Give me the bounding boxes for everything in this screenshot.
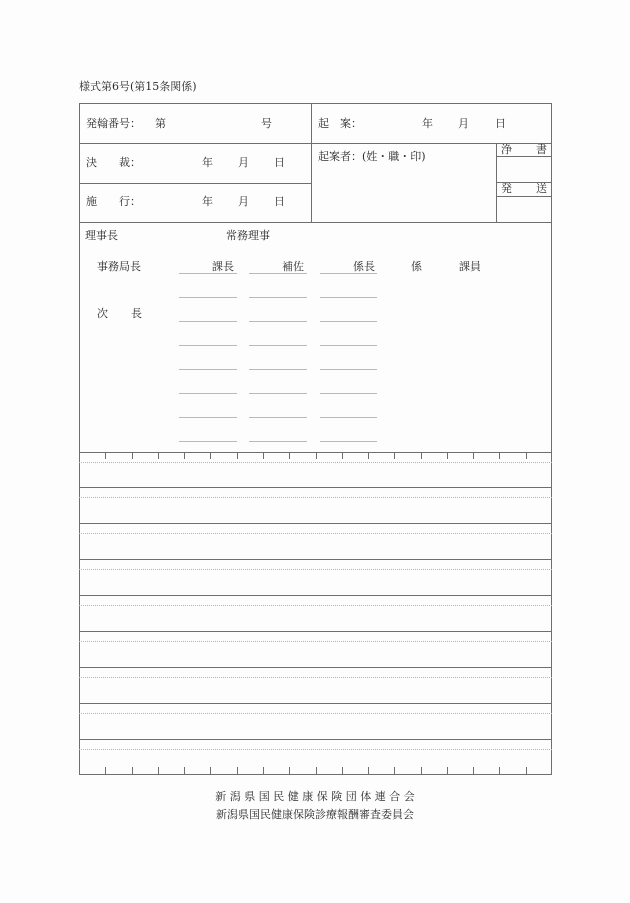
ruled-line: [79, 703, 552, 704]
tick-mark: [210, 452, 211, 459]
signature-line: [249, 345, 307, 346]
tick-mark: [368, 767, 369, 774]
decision-month: 月: [238, 156, 249, 169]
guide-line: [79, 533, 552, 534]
signature-line: [179, 273, 237, 274]
ruled-line: [79, 559, 552, 560]
tick-mark: [132, 767, 133, 774]
tick-mark: [210, 767, 211, 774]
tick-mark: [263, 452, 264, 459]
deputy-label-a: 次: [97, 307, 108, 320]
enforcement-year: 年: [202, 195, 213, 208]
draft-label: 起 案：: [318, 117, 362, 130]
enforcement-label-b: 行：: [119, 195, 141, 208]
guide-line: [79, 605, 552, 606]
footer-committee-name: 新潟県国民健康保険診療報酬審査委員会: [216, 808, 414, 821]
header-divider: [311, 103, 312, 223]
chairman-label: 理事長: [85, 229, 118, 242]
executive-director-label: 常務理事: [226, 229, 270, 242]
tick-mark: [316, 767, 317, 774]
draft-year: 年: [422, 117, 433, 130]
tick-mark: [526, 452, 527, 459]
guide-line: [79, 641, 552, 642]
tick-mark: [342, 767, 343, 774]
tick-mark: [394, 452, 395, 459]
tick-mark: [394, 767, 395, 774]
enforcement-month: 月: [238, 195, 249, 208]
footer-org-name: 新 潟 県 国 民 健 康 保 険 団 体 連 合 会: [215, 790, 415, 803]
header-row-line: [79, 143, 552, 144]
signature-line: [249, 393, 307, 394]
tick-mark: [158, 452, 159, 459]
header-row-line: [79, 183, 311, 184]
tick-mark: [473, 767, 474, 774]
clerk-label: 課員: [459, 260, 481, 273]
tick-mark: [237, 452, 238, 459]
decision-year: 年: [202, 156, 213, 169]
tick-mark: [421, 452, 422, 459]
subsection-chief-label: 係長: [353, 260, 375, 273]
staff-label: 係: [411, 260, 422, 273]
signature-line: [249, 273, 307, 274]
tick-mark: [132, 452, 133, 459]
tick-mark: [105, 767, 106, 774]
signature-line: [179, 345, 237, 346]
signature-line: [179, 297, 237, 298]
ruled-line: [79, 595, 552, 596]
enforcement-label-a: 施: [86, 195, 97, 208]
tick-mark: [499, 767, 500, 774]
tick-mark: [184, 767, 185, 774]
guide-line: [79, 497, 552, 498]
tick-mark: [421, 767, 422, 774]
header-row-line: [79, 222, 552, 223]
signature-line: [179, 369, 237, 370]
enforcement-day: 日: [274, 195, 285, 208]
signature-line: [320, 345, 377, 346]
doc-number-suffix: 号: [261, 117, 272, 130]
dispatch-label-a: 発: [501, 182, 512, 195]
tick-mark: [237, 767, 238, 774]
draft-day: 日: [495, 117, 506, 130]
secretary-general-label: 事務局長: [97, 260, 141, 273]
decision-label-b: 裁：: [119, 156, 141, 169]
deputy-label-b: 長: [131, 307, 142, 320]
tick-mark: [105, 452, 106, 459]
assistant-label: 補佐: [282, 260, 304, 273]
tick-mark: [368, 452, 369, 459]
guide-line: [79, 569, 552, 570]
signature-line: [320, 393, 377, 394]
draft-month: 月: [458, 117, 469, 130]
signature-line: [320, 321, 377, 322]
section-chief-label: 課長: [212, 260, 234, 273]
drafter-label: 起案者：(姓・職・印): [318, 150, 426, 163]
clean-copy-label-a: 浄: [501, 143, 512, 156]
tick-mark: [184, 452, 185, 459]
ruled-line: [79, 667, 552, 668]
signature-line: [320, 417, 377, 418]
ruled-line: [79, 487, 552, 488]
tick-mark: [447, 767, 448, 774]
signature-line: [320, 369, 377, 370]
signature-line: [320, 273, 377, 274]
signature-line: [179, 393, 237, 394]
tick-mark: [263, 767, 264, 774]
signature-line: [249, 297, 307, 298]
signature-line: [320, 441, 377, 442]
tick-mark: [289, 452, 290, 459]
tick-mark: [526, 767, 527, 774]
stamp-row-line: [496, 156, 552, 157]
ruled-line: [79, 739, 552, 740]
doc-number-label: 発翰番号：: [86, 117, 141, 130]
stamp-row-line: [496, 196, 552, 197]
dispatch-label-b: 送: [536, 182, 547, 195]
signature-line: [179, 321, 237, 322]
guide-line: [79, 713, 552, 714]
signature-line: [249, 321, 307, 322]
approval-form-box: [79, 103, 552, 775]
doc-number-prefix: 第: [155, 117, 166, 130]
guide-line: [79, 677, 552, 678]
tick-mark: [158, 767, 159, 774]
tick-mark: [447, 452, 448, 459]
tick-mark: [473, 452, 474, 459]
signature-line: [249, 441, 307, 442]
guide-line: [79, 462, 552, 463]
tick-mark: [499, 452, 500, 459]
ruled-line: [79, 523, 552, 524]
tick-mark: [289, 767, 290, 774]
decision-label-a: 決: [86, 156, 97, 169]
tick-mark: [342, 452, 343, 459]
signature-line: [320, 297, 377, 298]
form-title: 様式第6号(第15条関係): [79, 80, 197, 93]
tick-mark: [316, 452, 317, 459]
ruled-line: [79, 631, 552, 632]
clean-copy-label-b: 書: [536, 143, 547, 156]
signature-line: [249, 369, 307, 370]
decision-day: 日: [274, 156, 285, 169]
guide-line: [79, 749, 552, 750]
signature-line: [179, 441, 237, 442]
signature-line: [249, 417, 307, 418]
signature-line: [179, 417, 237, 418]
